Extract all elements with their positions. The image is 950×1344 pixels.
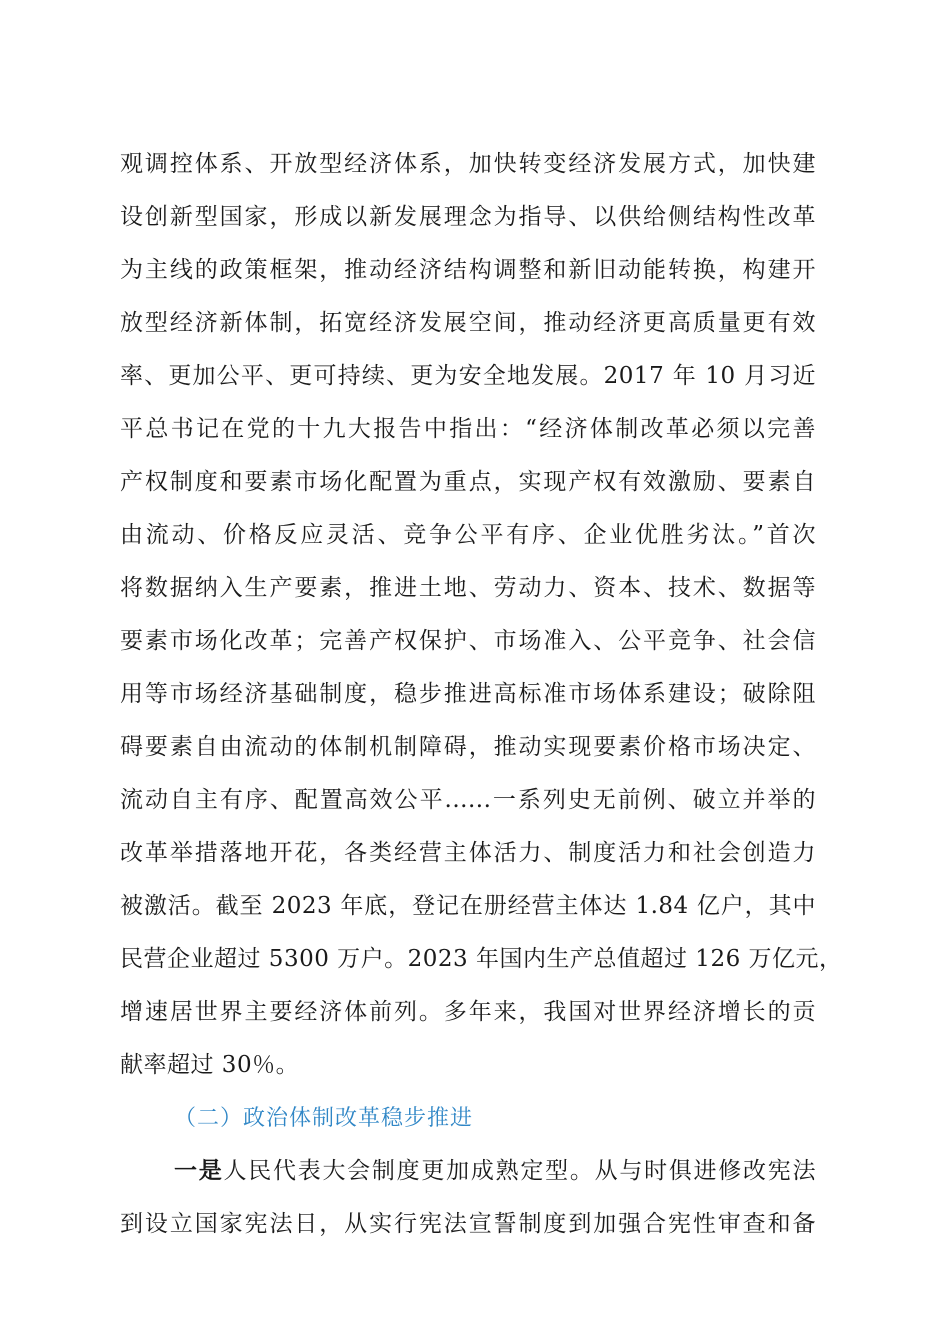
paragraph-line: 到设立国家宪法日，从实行宪法宣誓制度到加强合宪性审查和备 (120, 1211, 816, 1237)
paragraph-line: 献率超过 30％。 (120, 1052, 300, 1078)
paragraph-line: 为主线的政策框架，推动经济结构调整和新旧动能转换，构建开 (120, 257, 816, 283)
section-heading: （二）政治体制改革稳步推进 (174, 1106, 474, 1131)
paragraph-line: 碍要素自由流动的体制机制障碍，推动实现要素价格市场决定、 (120, 734, 816, 760)
paragraph-line: 用等市场经济基础制度，稳步推进高标准市场体系建设；破除阻 (120, 681, 816, 707)
paragraph-line: 由流动、价格反应灵活、竞争公平有序、企业优胜劣汰。”首次 (120, 522, 816, 548)
paragraph-line: 被激活。截至 2023 年底，登记在册经营主体达 1.84 亿户，其中 (120, 893, 816, 919)
lead-line-text: 人民代表大会制度更加成熟定型。从与时俱进修改宪法 (223, 1158, 817, 1184)
paragraph-line: 放型经济新体制，拓宽经济发展空间，推动经济更高质量更有效 (120, 310, 816, 336)
paragraph-line: 产权制度和要素市场化配置为重点，实现产权有效激励、要素自 (120, 469, 816, 495)
paragraph-line: 率、更加公平、更可持续、更为安全地发展。2017 年 10 月习近 (120, 363, 816, 389)
paragraph-line: 设创新型国家，形成以新发展理念为指导、以供给侧结构性改革 (120, 204, 816, 230)
paragraph-line: 平总书记在党的十九大报告中指出：“经济体制改革必须以完善 (120, 416, 816, 442)
lead-phrase: 一是 (174, 1158, 224, 1184)
paragraph-line: 改革举措落地开花，各类经营主体活力、制度活力和社会创造力 (120, 840, 816, 866)
paragraph-line: 增速居世界主要经济体前列。多年来，我国对世界经济增长的贡 (120, 999, 816, 1025)
paragraph-line: 流动自主有序、配置高效公平......一系列史无前例、破立并举的 (120, 787, 816, 813)
paragraph-line: 观调控体系、开放型经济体系，加快转变经济发展方式，加快建 (120, 151, 816, 177)
paragraph-line: 民营企业超过 5300 万户。2023 年国内生产总值超过 126 万亿元， (120, 946, 843, 972)
paragraph-line (120, 1145, 816, 1198)
paragraph-line: 将数据纳入生产要素，推进土地、劳动力、资本、技术、数据等 (120, 575, 816, 601)
paragraph-line: 要素市场化改革；完善产权保护、市场准入、公平竞争、社会信 (120, 628, 816, 654)
body-text (120, 138, 843, 1251)
